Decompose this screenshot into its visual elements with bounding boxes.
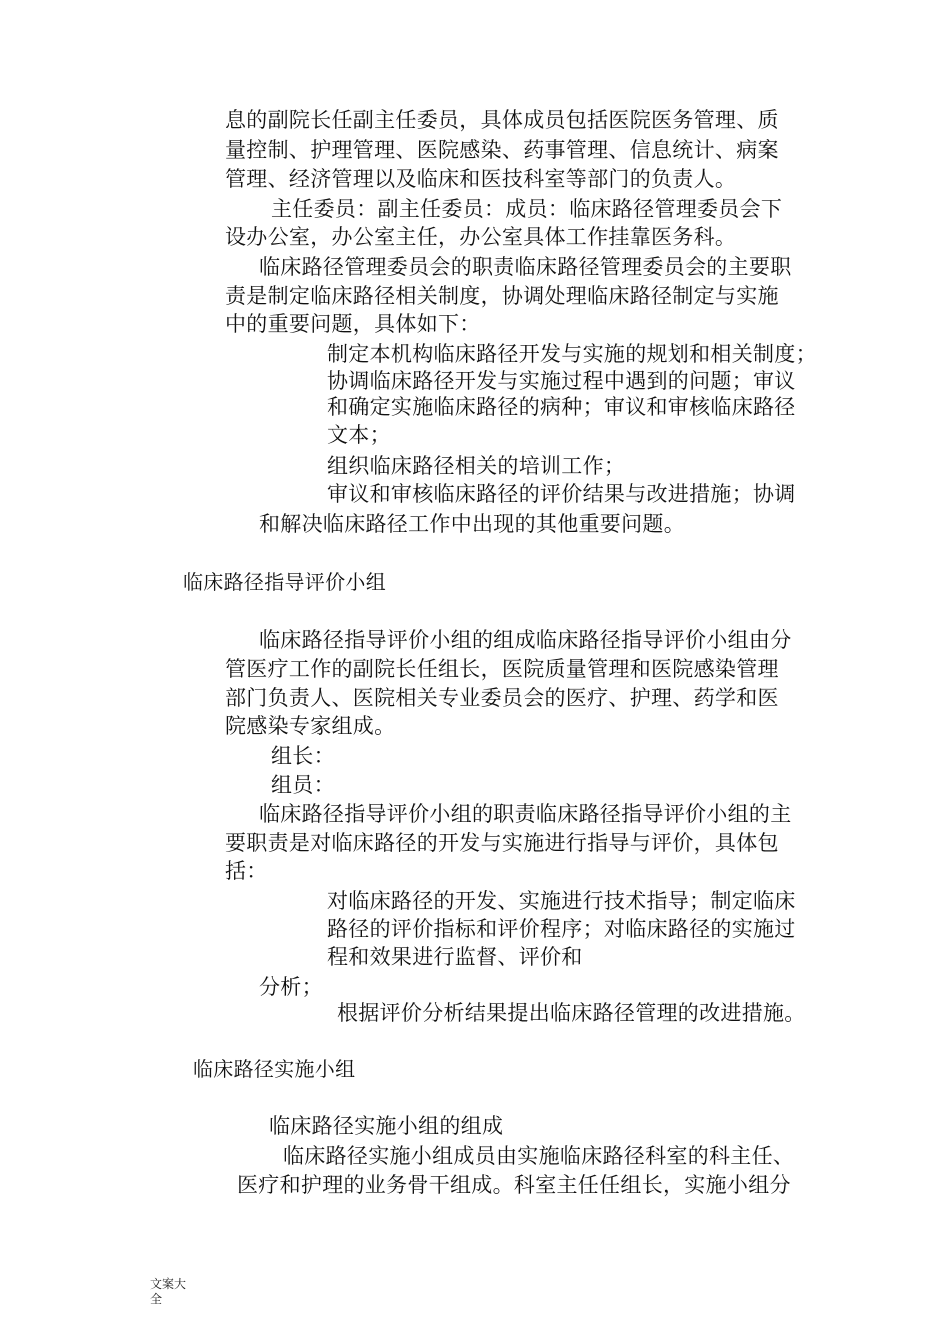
subsection-heading: 临床路径实施小组的组成: [269, 1114, 504, 1138]
paragraph-line: 括：: [225, 859, 268, 883]
section-heading: 临床路径实施小组: [193, 1057, 356, 1081]
paragraph-line: 量控制、护理管理、医院感染、药事管理、信息统计、病案: [225, 138, 779, 162]
footer-text: 全: [150, 1292, 163, 1306]
paragraph-line: 管理、经济管理以及临床和医技科室等部门的负责人。: [225, 167, 737, 191]
paragraph-line: 和解决临床路径工作中出现的其他重要问题。: [259, 512, 685, 536]
paragraph-line: 设办公室，办公室主任，办公室具体工作挂靠医务科。: [225, 225, 737, 249]
list-item-line: 程和效果进行监督、评价和: [327, 945, 583, 969]
paragraph-line: 息的副院长任副主任委员，具体成员包括医院医务管理、质: [225, 108, 779, 132]
paragraph-line: 分析；: [259, 975, 323, 999]
footer-text: 文案大: [150, 1277, 187, 1291]
list-item-line: 和确定实施临床路径的病种；审议和审核临床路径: [327, 395, 796, 419]
section-heading: 临床路径指导评价小组: [183, 570, 386, 594]
list-item-line: 协调临床路径开发与实施过程中遇到的问题；审议: [327, 369, 796, 393]
paragraph-line: 临床路径指导评价小组的组成临床路径指导评价小组由分: [259, 628, 792, 652]
field-label: 组员：: [271, 773, 335, 797]
paragraph-line: 管医疗工作的副院长任组长，医院质量管理和医院感染管理: [225, 657, 779, 681]
paragraph-line: 要职责是对临床路径的开发与实施进行指导与评价，具体包: [225, 831, 779, 855]
paragraph-line: 主任委员：副主任委员：成员：临床路径管理委员会下: [271, 197, 783, 221]
list-item-line: 对临床路径的开发、实施进行技术指导；制定临床: [327, 889, 796, 913]
paragraph-line: 临床路径实施小组成员由实施临床路径科室的科主任、: [283, 1144, 795, 1168]
paragraph-line: 医疗和护理的业务骨干组成。科室主任任组长，实施小组分: [237, 1173, 791, 1197]
paragraph-line: 临床路径管理委员会的职责临床路径管理委员会的主要职: [259, 255, 792, 279]
paragraph-line: 院感染专家组成。: [225, 714, 396, 738]
paragraph-line: 责是制定临床路径相关制度，协调处理临床路径制定与实施: [225, 284, 779, 308]
list-item-line: 制定本机构临床路径开发与实施的规划和相关制度；: [327, 342, 817, 366]
list-item-line: 根据评价分析结果提出临床路径管理的改进措施。: [337, 1001, 806, 1025]
field-label: 组长：: [271, 744, 335, 768]
list-item-line: 组织临床路径相关的培训工作；: [327, 454, 626, 478]
list-item-line: 文本；: [327, 423, 391, 447]
paragraph-line: 部门负责人、医院相关专业委员会的医疗、护理、药学和医: [225, 686, 779, 710]
list-item-line: 路径的评价指标和评价程序；对临床路径的实施过: [327, 917, 796, 941]
paragraph-line: 临床路径指导评价小组的职责临床路径指导评价小组的主: [259, 802, 792, 826]
paragraph-line: 中的重要问题，具体如下：: [225, 312, 481, 336]
list-item-line: 审议和审核临床路径的评价结果与改进措施；协调: [327, 482, 796, 506]
